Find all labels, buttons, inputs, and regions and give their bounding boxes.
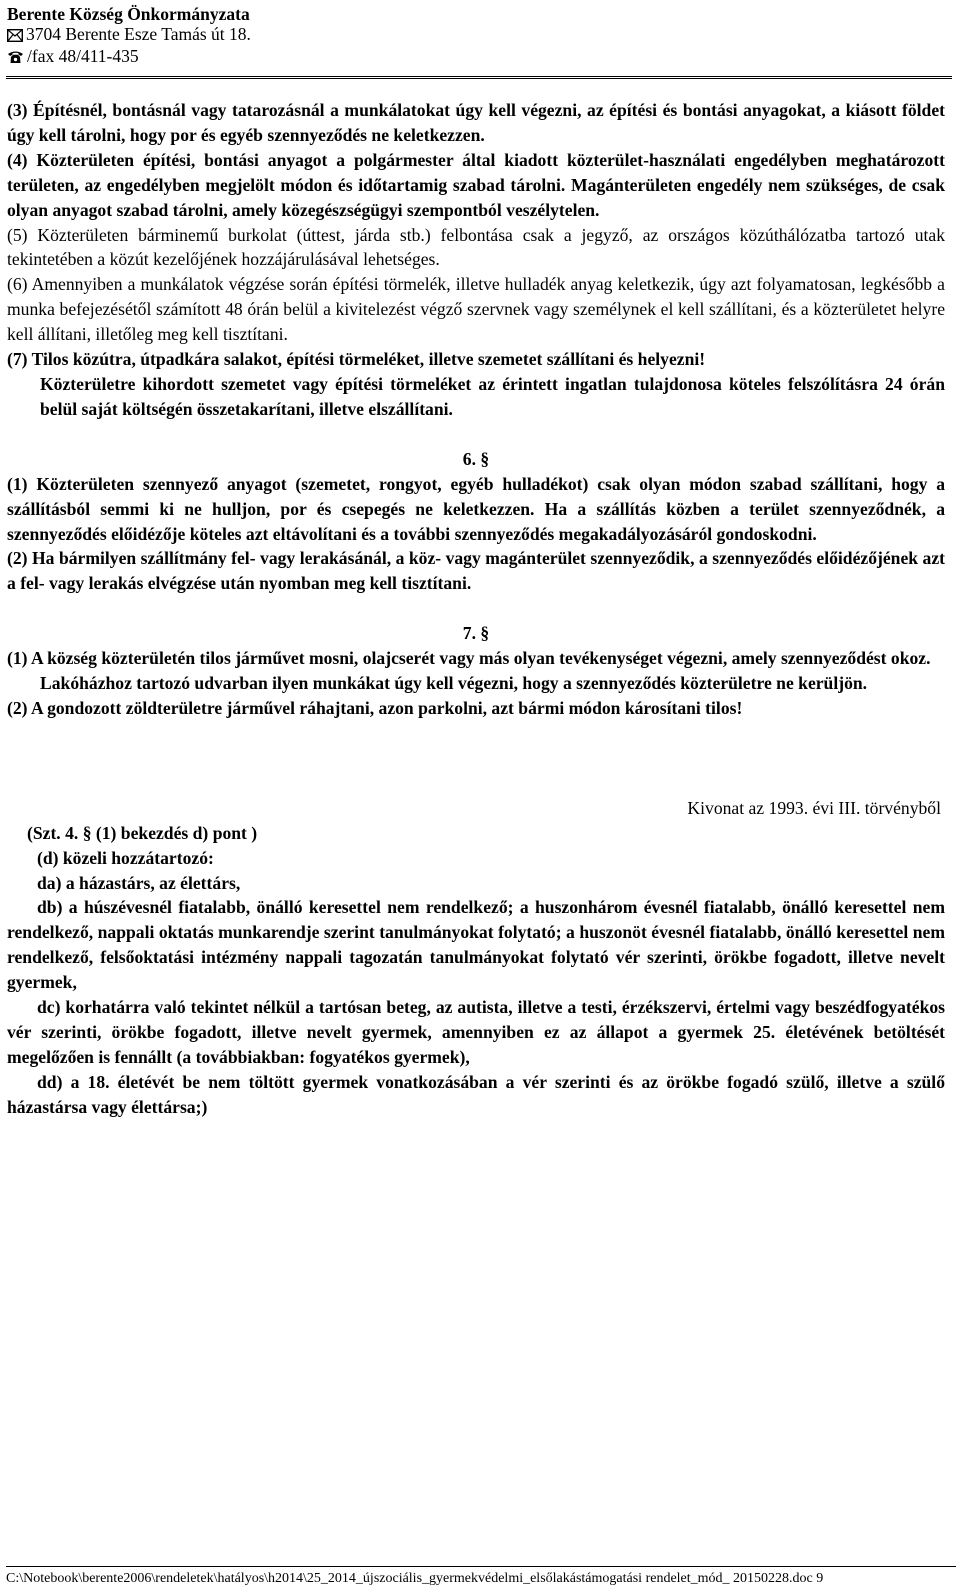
paragraph-3: (3) Építésnél, bontásnál vagy tatarozásnál a munkálatokat úgy kell végezni, az építési és bontási anyagokat, a kiásott földet úgy kell tárolni, hogy por és egyéb szennyeződés ne keletkezzen. <box>7 100 945 145</box>
section-7-paragraph-1-continued: Lakóházhoz tartozó udvarban ilyen munkákat úgy kell végezni, hogy a szennyeződés közterületre ne kerüljön. <box>40 673 868 694</box>
phone-line <box>7 46 943 68</box>
paragraph-4-part-1: (4) Közterületen építési, bontási anyagot a polgármester által kiadott közterület-használati engedélyben meghatározott területen, az engedélyben megjelölt módon és időtartamig szabad tárolni. <box>7 149 945 195</box>
extract-source: Kivonat az 1993. évi III. törvényből <box>687 797 941 818</box>
address-text: 3704 Berente Esze Tamás út 18. <box>26 24 251 44</box>
extract-item-dd: dd) a 18. életévét be nem töltött gyermek vonatkozásában a vér szerinti és az örökbe fogadó szülő, illetve a szülő házastársa vagy élettársa;) <box>7 1071 945 1117</box>
org-name: Berente Község Önkormányzata <box>7 4 250 24</box>
paragraph-7: (7) Tilos közútra, útpadkára salakot, építési törmeléket, illetve szemetet szállítani és helyezni! <box>7 349 706 370</box>
extract-reference: (Szt. 4. § (1) bekezdés d) pont ) <box>27 822 258 843</box>
paragraph-6: (6) Amennyiben a munkálatok végzése során építési törmelék, illetve hulladék anyag keletkezik, úgy azt folyamatosan, legkésőbb a munka befejezésétől számított 48 órán belül a kivitelezést végző szervnek vagy személynek el kell szállítani, és a közterületet helyre kell állítani, illetőleg meg kell tisztítani. <box>7 274 945 345</box>
phone-text: /fax 48/411-435 <box>27 46 139 66</box>
paragraph-4 <box>7 148 945 223</box>
section-6-title: 6. § <box>462 448 490 469</box>
section-7-title: 7. § <box>462 623 490 644</box>
header-divider <box>6 76 952 79</box>
extract-item-da: da) a házastárs, az élettárs, <box>37 872 241 893</box>
address-line <box>7 24 943 46</box>
document-body <box>7 98 945 1120</box>
telephone-icon <box>7 48 24 68</box>
letterhead <box>7 4 943 68</box>
section-7-paragraph-1: (1) A község közterületén tilos járművet mosni, olajcserét vagy más olyan tevékenységet végezni, amely szennyeződést okoz. <box>7 648 931 669</box>
paragraph-7-continued: Közterületre kihordott szemetet vagy építési törmeléket az érintett ingatlan tulajdonosa köteles felszólításra 24 órán belül saját költségén összetakarítani, illetve elszállítani. <box>40 373 945 419</box>
extract-item-dc: dc) korhatárra való tekintet nélkül a tartósan beteg, az autista, illetve a testi, érzékszervi, értelmi vagy beszédfogyatékos vér szerinti, örökbe fogadott, illetve nevelt gyermek, amennyiben ez az állapot a gyermek 25. életévének betöltését megelőzően is fennállt (a továbbiakban: fogyatékos gyermek), <box>7 997 945 1067</box>
extract-item-db: db) a húszévesnél fiatalabb, önálló keresettel nem rendelkező; a huszonhárom évesnél fiatalabb, önálló keresettel nem rendelkező, nappali oktatás munkarendje szerint tanulmányokat folytató; a huszonöt évesnél fiatalabb, önálló keresettel nem rendelkező, felsőoktatási intézmény nappali tagozatán tanulmányokat folytató vér szerinti, örökbe fogadott, illetve nevelt gyermek, <box>7 897 945 993</box>
section-7-paragraph-2: (2) A gondozott zöldterületre járművel ráhajtani, azon parkolni, azt bármi módon károsítani tilos! <box>7 697 743 718</box>
paragraph-5: (5) Közterületen bárminemű burkolat (úttest, járda stb.) felbontása csak a jegyző, az országos közúthálózatba tartozó utak tekintetében a közút kezelőjének hozzájárulásával lehetséges. <box>7 224 945 270</box>
envelope-icon <box>7 26 23 46</box>
footer-file-path: C:\Notebook\berente2006\rendeletek\hatályos\h2014\25_2014_újszociális_gyermekvédelmi_elsőlakástámogatási rendelet_mód_ 20150228.doc <box>6 1571 813 1586</box>
paragraph-4-part-2: Magánterületen engedély nem szükséges, de csak olyan anyagot szabad tárolni, amely közegészségügyi szempontból veszélytelen. <box>7 174 946 220</box>
section-6-paragraph-2: (2) Ha bármilyen szállítmány fel- vagy lerakásánál, a köz- vagy magánterület szennyeződik, a szennyeződés előidézőjének azt a fel- vagy lerakás elvégzése után nyomban meg kell tisztítani. <box>7 548 945 594</box>
section-6-paragraph-1: (1) Közterületen szennyező anyagot (szemetet, rongyot, egyéb hulladékot) csak olyan módon szabad szállítani, hogy a szállításból semmi ki ne hulljon, por és csepegés ne keletkezzen. Ha a szállítás közben a terület szennyeződnék, a szennyeződés előidézője köteles azt eltávolítani és a további szennyeződés megakadályozásáról gondoskodni. <box>7 473 945 544</box>
footer-page-number: 9 <box>816 1571 824 1586</box>
extract-definition: (d) közeli hozzátartozó: <box>37 847 214 868</box>
page-footer <box>6 1566 956 1589</box>
